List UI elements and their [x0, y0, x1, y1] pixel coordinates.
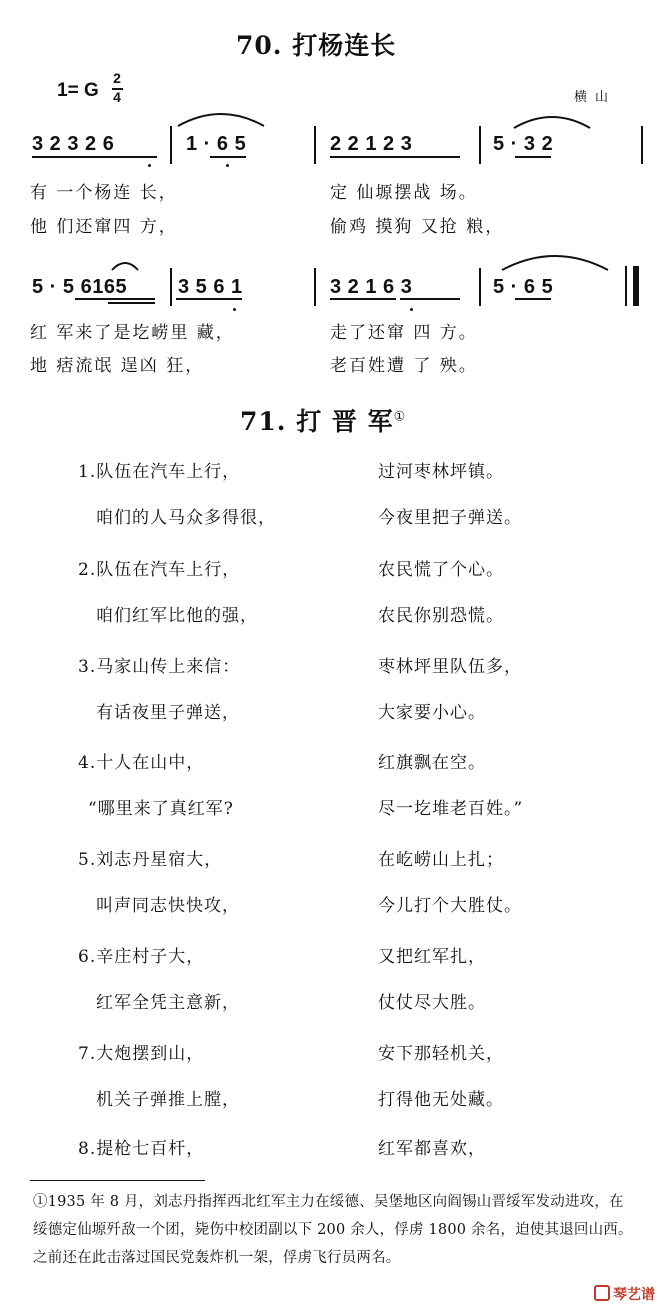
beam	[330, 156, 460, 158]
stanza-2-left-1: 2.队伍在汽车上行，	[78, 560, 241, 580]
stanza-7-right-1: 安下那轻机关，	[378, 1044, 504, 1064]
watermark-logo	[594, 1284, 655, 1304]
measure-7: 3 2 1 6 3	[330, 276, 413, 298]
stanza-4-right-1: 红旗飘在空。	[378, 753, 486, 773]
footnote-separator	[30, 1180, 205, 1181]
song71-title-text: 71. 打 晋 军	[240, 407, 394, 436]
lyric-verse2-c: 地 痞流氓 逞凶 狂，	[30, 356, 205, 376]
barline	[314, 126, 316, 164]
stanza-4-right-2: 尽一圪堆老百姓。”	[378, 799, 524, 819]
beam	[400, 298, 460, 300]
stanza-6-left-2: 红军全凭主意新，	[96, 993, 240, 1013]
stanza-5-right-1: 在屹崂山上扎；	[378, 850, 504, 870]
stanza-4-left-2: “哪里来了真红军?	[88, 799, 234, 819]
region-label: 横山	[574, 90, 617, 105]
footnote-text: ①1935 年 8 月，刘志丹指挥西北红军主力在绥德、吴堡地区向阎锡山晋绥军发动进攻，在绥德定仙塬歼敌一个团，毙伤中校团副以下 200 余人，俘虏 1800 余名，迫使其退回山西。之前还在此击落过国民党轰炸机一架，俘虏飞行员两名。	[33, 1194, 633, 1266]
final-barline-thick	[633, 266, 639, 306]
slur	[512, 110, 592, 130]
stanza-7-left-2: 机关子弹推上膛，	[96, 1090, 240, 1110]
stanza-6-right-2: 仗仗尽大胜。	[378, 993, 486, 1013]
measure-3: 2 2 1 2 3	[330, 133, 413, 155]
slur	[110, 258, 140, 272]
beam	[32, 156, 157, 158]
footnote-marker: ①	[393, 409, 407, 425]
barline	[314, 268, 316, 306]
stanza-3-left-2: 有话夜里子弹送，	[96, 703, 240, 723]
barline	[641, 126, 643, 164]
lyric-verse2-d: 老百姓遭 了 殃。	[330, 356, 478, 376]
measure-1: 3 2 3 2 6	[32, 133, 115, 155]
lower-octave-dot	[148, 164, 151, 167]
lyric-verse1-c: 红 军来了是圪崂里 藏，	[30, 323, 235, 343]
beam	[515, 298, 551, 300]
stanza-1-left-2: 咱们的人马众多得很，	[96, 508, 276, 528]
barline	[170, 126, 172, 164]
beam	[515, 156, 551, 158]
stanza-4-left-1: 4.十人在山中，	[78, 753, 205, 773]
lower-octave-dot	[410, 308, 413, 311]
barline	[479, 126, 481, 164]
stanza-7-right-2: 打得他无处藏。	[378, 1090, 504, 1110]
lyric-verse1-a: 有 一个杨连 长，	[30, 183, 178, 203]
beam	[108, 302, 155, 304]
lyric-verse1-d: 走了还窜 四 方。	[330, 323, 478, 343]
stanza-5-left-2: 叫声同志快快攻，	[96, 896, 240, 916]
time-signature-bottom: 4	[113, 89, 121, 105]
stanza-1-left-1: 1.队伍在汽车上行，	[78, 462, 241, 482]
lyric-verse2-b: 偷鸡 摸狗 又抢 粮，	[330, 217, 505, 237]
lyric-verse1-b: 定 仙塬摆战 场。	[330, 183, 478, 203]
tie	[500, 250, 610, 272]
measure-8: 5 · 6 5	[493, 276, 554, 298]
time-signature-top: 2	[113, 70, 121, 86]
logo-icon	[594, 1285, 610, 1301]
stanza-1-right-2: 今夜里把子弹送。	[378, 508, 522, 528]
measure-2: 1 · 6 5	[186, 133, 247, 155]
watermark-text: 琴艺谱	[613, 1286, 655, 1302]
stanza-6-right-1: 又把红军扎，	[378, 947, 486, 967]
stanza-5-left-1: 5.刘志丹星宿大，	[78, 850, 223, 870]
stanza-1-right-1: 过河枣林坪镇。	[378, 462, 504, 482]
barline	[170, 268, 172, 306]
measure-6: 3 5 6 1	[178, 276, 243, 298]
stanza-2-left-2: 咱们红军比他的强，	[96, 606, 258, 626]
stanza-3-left-1: 3.马家山传上来信：	[78, 657, 241, 677]
song71-title	[240, 402, 406, 438]
stanza-8-right-1: 红军都喜欢，	[378, 1139, 486, 1159]
tie	[176, 108, 266, 128]
stanza-2-right-1: 农民慌了个心。	[378, 560, 504, 580]
measure-5: 5 · 5 6165	[32, 276, 128, 298]
final-barline-thin	[625, 266, 627, 306]
beam	[75, 298, 155, 300]
barline	[479, 268, 481, 306]
beam	[330, 298, 396, 300]
stanza-6-left-1: 6.辛庄村子大，	[78, 947, 205, 967]
stanza-3-right-2: 大家要小心。	[378, 703, 486, 723]
lower-octave-dot	[226, 164, 229, 167]
stanza-7-left-1: 7.大炮摆到山，	[78, 1044, 205, 1064]
stanza-2-right-2: 农民你别恐慌。	[378, 606, 504, 626]
lower-octave-dot	[233, 308, 236, 311]
key-signature: 1= G	[57, 80, 99, 101]
stanza-3-right-1: 枣林坪里队伍多，	[378, 657, 522, 677]
stanza-8-left-1: 8.提枪七百杆，	[78, 1139, 205, 1159]
lyric-verse2-a: 他 们还窜四 方，	[30, 217, 178, 237]
measure-4: 5 · 3 2	[493, 133, 554, 155]
beam	[210, 156, 246, 158]
song70-title: 70. 打杨连长	[236, 31, 397, 60]
beam	[176, 298, 242, 300]
stanza-5-right-2: 今儿打个大胜仗。	[378, 896, 522, 916]
